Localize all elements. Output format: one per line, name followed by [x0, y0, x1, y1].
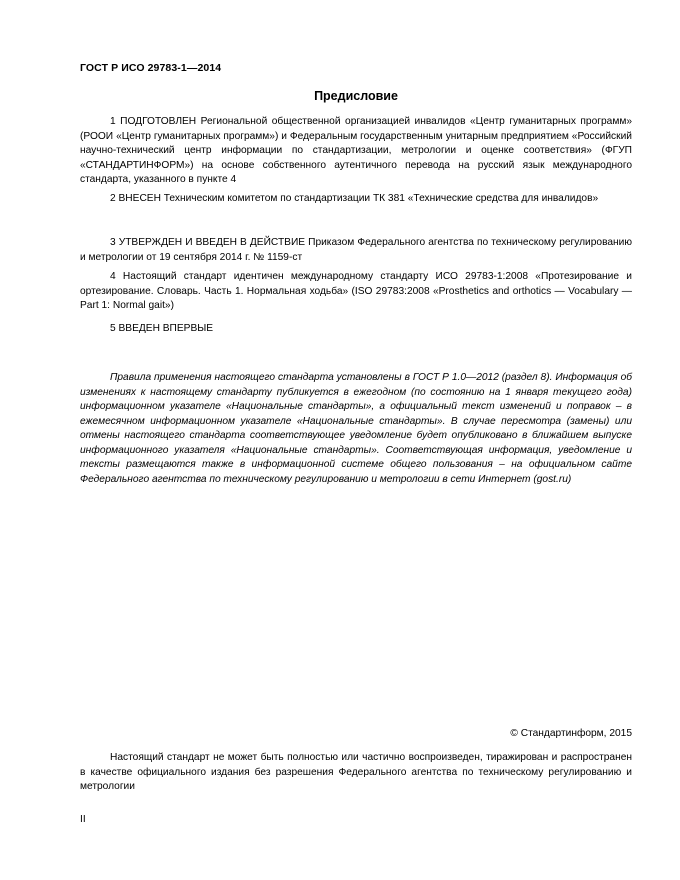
foreword-item-3-text: 3 УТВЕРЖДЕН И ВВЕДЕН В ДЕЙСТВИЕ Приказом Федерального агентства по техническому регулированию и метрологии от 19 сентября 2014 г. № 1159-ст: [80, 237, 632, 263]
foreword-item-4-text: 4 Настоящий стандарт идентичен международному стандарту ИСО 29783-1:2008 «Протезирование и ортезирование. Словарь. Часть 1. Нормальная ходьба» (ISO 29783:2008 «Prosthetics and orthotics — Vocabulary —Part 1: Normal gait»): [80, 271, 632, 311]
application-rules-text: Правила применения настоящего стандарта установлены в ГОСТ Р 1.0—2012 (раздел 8). Информация об изменениях к настоящему стандарту публикуется в ежегодном (по состоянию на 1 января текущего года) информационном указателе «Национальные стандарты», а официальный текст изменений и поправок – в ежемесячном информационном указателе «Национальные стандарты». В случае пересмотра (замены) или отмены настоящего стандарта соответствующее уведомление будет опубликовано в ближайшем выпуске информационного указателя «Национальные стандарты». Соответствующая информация, уведомление и тексты размещаются также в информационной системе общего пользования – на официальном сайте Федерального агентства по техническому регулированию и метрологии в сети Интернет (gost.ru): [80, 372, 632, 485]
standard-code-header: ГОСТ Р ИСО 29783-1—2014: [80, 62, 222, 74]
reproduction-notice: [80, 751, 632, 795]
application-rules-notice: [80, 371, 632, 487]
foreword-item-2: [80, 192, 632, 207]
foreword-item-1-text: 1 ПОДГОТОВЛЕН Региональной общественной организацией инвалидов «Центр гуманитарных программ» (РООИ «Центр гуманитарных программ») и Федеральным государственным унитарным предприятием «Российский научно-технический центр информации по стандартизации, метрологии и оценке соответствия» (ФГУП «СТАНДАРТИНФОРМ») на основе собственного аутентичного перевода на русский язык международного стандарта, указанного в пункте 4: [80, 116, 632, 185]
page-number: II: [80, 814, 86, 825]
page-title: Предисловие: [314, 89, 398, 103]
foreword-item-3: [80, 236, 632, 265]
reproduction-notice-text: Настоящий стандарт не может быть полностью или частично воспроизведен, тиражирован и распространен в качестве официального издания без разрешения Федерального агентства по техническому регулированию и метрологии: [80, 752, 632, 792]
foreword-item-4: [80, 270, 632, 314]
foreword-item-2-text: 2 ВНЕСЕН Техническим комитетом по стандартизации ТК 381 «Технические средства для инвалидов»: [110, 193, 599, 204]
foreword-item-1: [80, 115, 632, 188]
foreword-item-5-text: 5 ВВЕДЕН ВПЕРВЫЕ: [110, 323, 214, 334]
copyright-line: © Стандартинформ, 2015: [510, 728, 632, 739]
foreword-item-5: [80, 322, 632, 337]
